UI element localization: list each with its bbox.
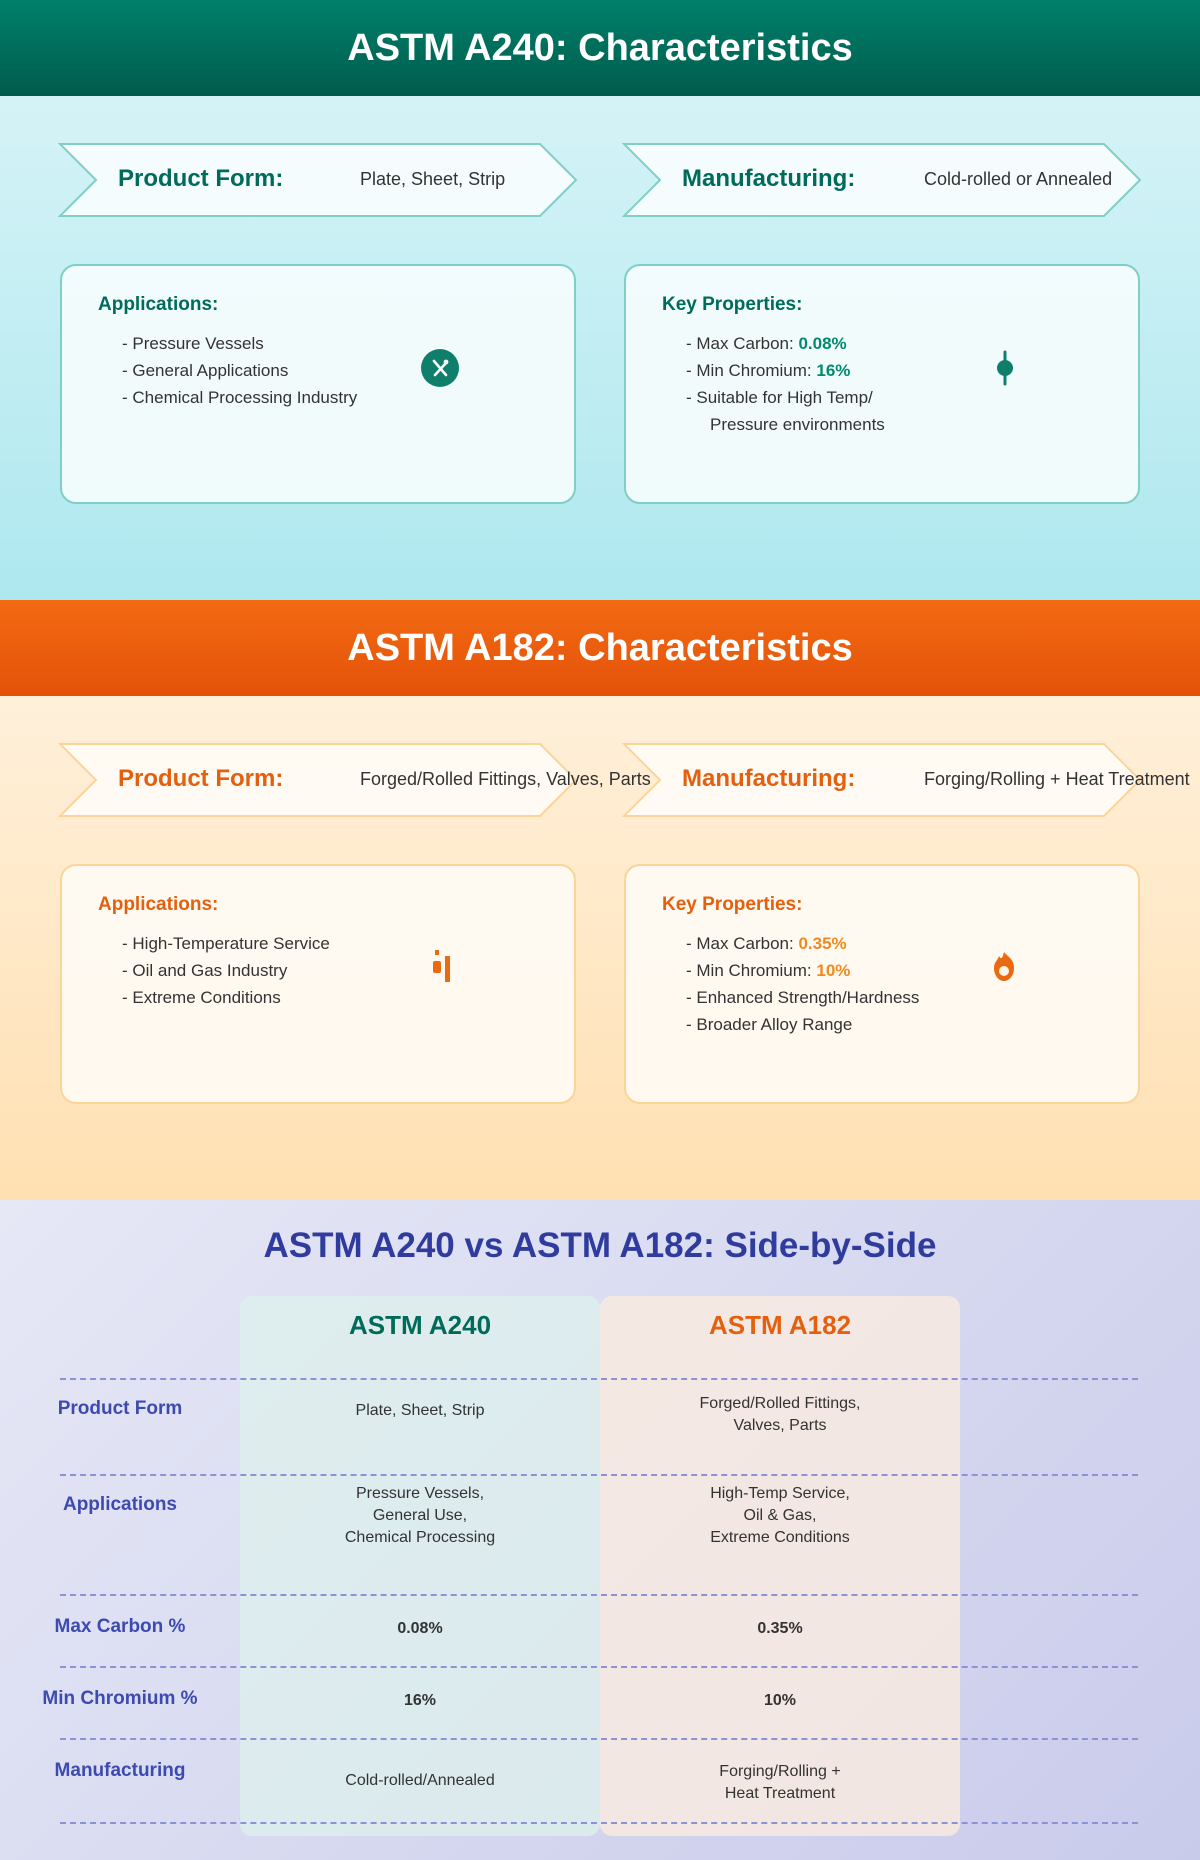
list-item: Pressure environments [710, 415, 885, 434]
a240-column [240, 1296, 600, 1836]
comparison-title: ASTM A240 vs ASTM A182: Side-by-Side [263, 1226, 937, 1265]
a182-key-properties-title: Key Properties: [662, 894, 803, 915]
cell-line: Pressure Vessels, [355, 1485, 485, 1502]
comparison-section [0, 1200, 1200, 1860]
a240-key-properties-list [686, 330, 885, 438]
a182-carbon-value: 0.35% [798, 934, 847, 953]
row-divider [60, 1666, 1138, 1668]
cell-line: General Use, [372, 1507, 468, 1524]
a240-product-form-banner [58, 142, 576, 216]
row-divider [60, 1822, 1138, 1824]
a182-applications-list [122, 930, 330, 1011]
a182-applications-title: Applications: [98, 894, 219, 915]
a182-manufacturing-value: Forging/Rolling + Heat Treatment [924, 769, 1190, 789]
carbon-prefix: - Max Carbon: [686, 934, 799, 953]
a240-manufacturing-banner [622, 142, 1140, 216]
flame-icon [988, 950, 1020, 989]
a240-cell-max-carbon [240, 1618, 600, 1640]
row-divider [60, 1474, 1138, 1476]
a240-product-form-value: Plate, Sheet, Strip [360, 169, 506, 189]
cell-line: High-Temp Service, [710, 1485, 850, 1502]
a182-manufacturing-label: Manufacturing: [682, 765, 856, 792]
list-item [686, 930, 919, 957]
a240-applications-card [60, 264, 576, 504]
row-label-product-form: Product Form [57, 1398, 183, 1419]
list-item: - Extreme Conditions [122, 988, 281, 1007]
a182-product-form-banner [58, 742, 651, 816]
a182-product-form-value: Forged/Rolled Fittings, Valves, Parts [360, 769, 651, 789]
list-item [686, 330, 885, 357]
a240-cell-product-form [240, 1400, 600, 1422]
chromium-prefix: - Min Chromium: [686, 961, 817, 980]
row-label-applications: Applications [62, 1494, 177, 1515]
a240-column-header: ASTM A240 [348, 1310, 492, 1340]
list-item: - High-Temperature Service [122, 934, 330, 953]
list-item [686, 957, 919, 984]
cell-line: Chemical Processing [344, 1529, 496, 1546]
a240-chromium-value: 16% [816, 361, 851, 380]
a240-cell-min-chromium [240, 1690, 600, 1712]
list-item: - Enhanced Strength/Hardness [686, 988, 920, 1007]
a182-product-form-label: Product Form: [118, 765, 284, 792]
a182-cell-product-form [600, 1393, 960, 1437]
a182-manufacturing-banner [622, 742, 1190, 816]
a182-title: ASTM A182: Characteristics [347, 626, 853, 669]
cell-line: Oil & Gas, [743, 1507, 817, 1524]
cell-line: Extreme Conditions [710, 1529, 850, 1546]
cell-line: Valves, Parts [733, 1417, 827, 1434]
a182-cell-max-carbon [600, 1618, 960, 1640]
a240-cell-manufacturing [240, 1770, 600, 1792]
oil-pump-icon [432, 948, 458, 989]
tools-icon [420, 348, 460, 393]
a182-column [600, 1296, 960, 1836]
cell-line: 10% [763, 1692, 797, 1709]
row-divider [60, 1738, 1138, 1740]
list-item: - General Applications [122, 361, 289, 380]
a240-manufacturing-value: Cold-rolled or Annealed [924, 169, 1113, 189]
gauge-icon [990, 350, 1020, 391]
a240-header [0, 0, 1200, 96]
list-item: - Pressure Vessels [122, 334, 264, 353]
a182-column-header: ASTM A182 [708, 1310, 852, 1340]
list-item [686, 357, 885, 384]
row-label-manufacturing: Manufacturing [54, 1760, 186, 1781]
a182-header [0, 600, 1200, 696]
row-divider [60, 1378, 1138, 1380]
a182-key-properties-list [686, 930, 919, 1038]
a182-key-properties-card [624, 864, 1140, 1104]
a240-cell-applications [240, 1483, 600, 1549]
a240-applications-title: Applications: [98, 294, 219, 315]
cell-line: Forged/Rolled Fittings, [699, 1395, 861, 1412]
carbon-prefix: - Max Carbon: [686, 334, 799, 353]
chromium-prefix: - Min Chromium: [686, 361, 817, 380]
a182-cell-applications [600, 1483, 960, 1549]
a240-key-properties-title: Key Properties: [662, 294, 803, 315]
list-item: - Oil and Gas Industry [122, 961, 288, 980]
a240-title: ASTM A240: Characteristics [347, 26, 853, 69]
cell-line: 16% [403, 1692, 437, 1709]
a182-cell-min-chromium [600, 1690, 960, 1712]
a240-key-properties-card [624, 264, 1140, 504]
cell-line: Heat Treatment [724, 1785, 836, 1802]
a182-applications-card [60, 864, 576, 1104]
a182-cell-manufacturing [600, 1761, 960, 1805]
list-item: - Broader Alloy Range [686, 1015, 853, 1034]
a240-manufacturing-label: Manufacturing: [682, 165, 856, 192]
a240-carbon-value: 0.08% [798, 334, 847, 353]
cell-line: Forging/Rolling + [719, 1763, 841, 1780]
cell-line: 0.35% [757, 1620, 803, 1637]
cell-line: 0.08% [397, 1620, 443, 1637]
a240-applications-list [122, 330, 357, 411]
row-divider [60, 1594, 1138, 1596]
cell-line: Plate, Sheet, Strip [355, 1402, 485, 1419]
list-item: - Suitable for High Temp/ [686, 388, 873, 407]
row-label-min-chromium: Min Chromium % [42, 1688, 198, 1709]
a182-chromium-value: 10% [816, 961, 851, 980]
row-label-max-carbon: Max Carbon % [54, 1616, 186, 1637]
list-item: - Chemical Processing Industry [122, 388, 358, 407]
a240-product-form-label: Product Form: [118, 165, 284, 192]
cell-line: Cold-rolled/Annealed [345, 1772, 495, 1789]
